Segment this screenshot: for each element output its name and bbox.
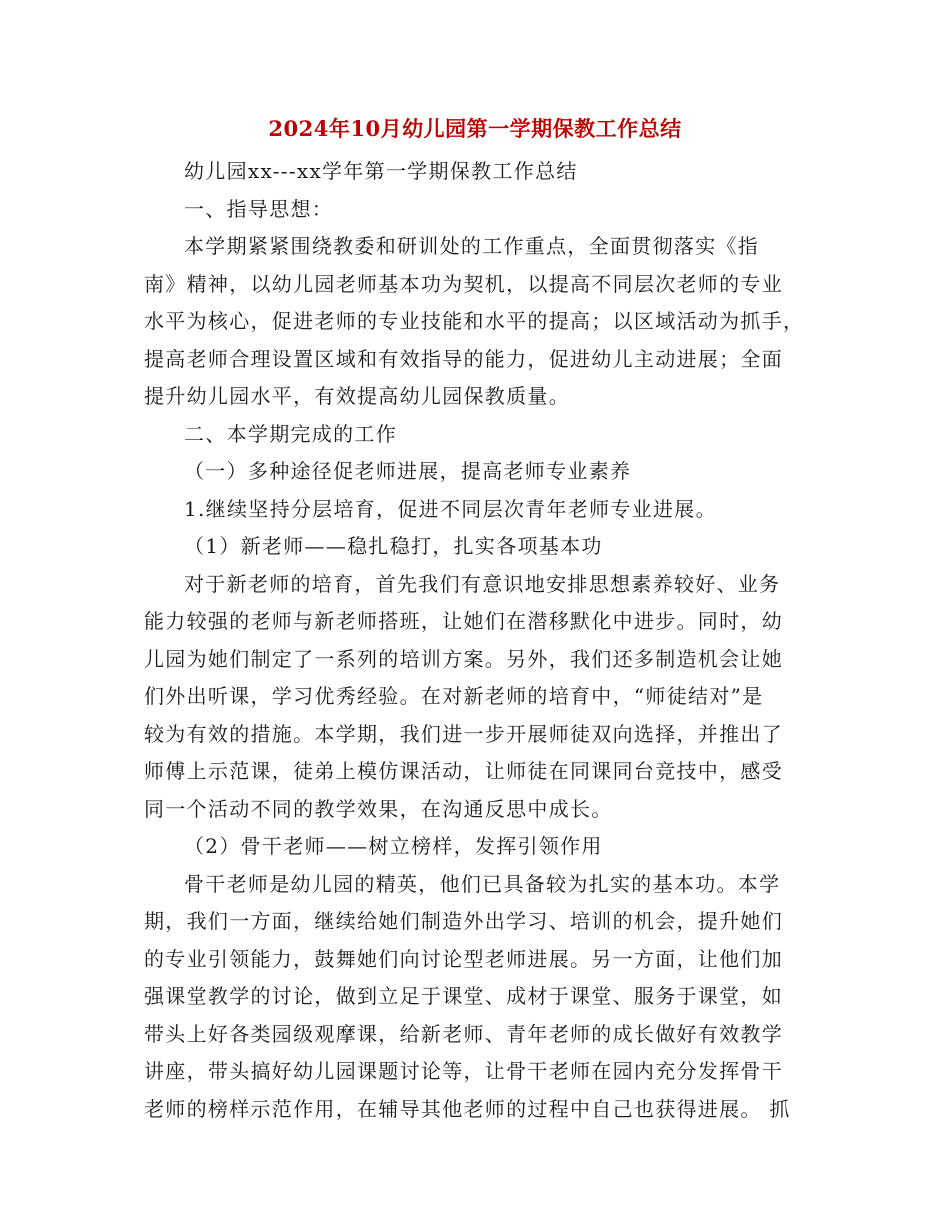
document-body: [144, 153, 804, 1128]
text-line: 提高老师合理设置区域和有效指导的能力，促进幼儿主动进展；全面: [144, 346, 783, 371]
text-line: 同一个活动不同的教学效果，在沟通反思中成长。: [144, 796, 613, 821]
text-line: 二、本学期完成的工作: [184, 421, 397, 446]
text-line: 讲座，带头搞好幼儿园课题讨论等，让骨干老师在园内充分发挥骨干: [144, 1059, 783, 1083]
text-line: （1）新老师——稳扎稳打，扎实各项基本功: [184, 534, 603, 558]
text-line: 提升幼儿园水平，有效提高幼儿园保教质量。: [144, 384, 570, 408]
text-line: 水平为核心，促进老师的专业技能和水平的提高；以区域活动为抓手，: [144, 309, 805, 333]
text-line: 骨干老师是幼儿园的精英，他们已具备较为扎实的基本功。本学: [184, 871, 781, 896]
text-line: 幼儿园xx---xx学年第一学期保教工作总结: [184, 159, 578, 183]
text-line: 1.继续坚持分层培育，促进不同层次青年老师专业进展。: [184, 496, 717, 521]
text-line: 本学期紧紧围绕教委和研训处的工作重点，全面贯彻落实《指: [184, 234, 760, 258]
text-line: 强课堂教学的讨论，做到立足于课堂、成材于课堂、服务于课堂，如: [144, 984, 783, 1008]
text-line: 较为有效的措施。本学期，我们进一步开展师徒双向选择，并推出了: [144, 721, 783, 746]
document-title: 2024年10月幼儿园第一学期保教工作总结: [268, 116, 682, 141]
text-line: 能力较强的老师与新老师搭班，让她们在潜移默化中进步。同时，幼: [144, 609, 783, 633]
text-line: 师傅上示范课，徒弟上模仿课活动，让师徒在同课同台竞技中，感受: [144, 759, 783, 783]
text-line: 的专业引领能力，鼓舞她们向讨论型老师进展。另一方面，让他们加: [144, 946, 783, 971]
text-line: 期，我们一方面，继续给她们制造外出学习、培训的机会，提升她们: [144, 909, 783, 933]
text-line: 南》精神，以幼儿园老师基本功为契机，以提高不同层次老师的专业: [144, 271, 783, 296]
text-line: 老师的榜样示范作用，在辅导其他老师的过程中自己也获得进展。 抓: [144, 1096, 791, 1121]
text-line: 们外出听课，学习优秀经验。在对新老师的培育中，“师徒结对”是: [144, 684, 764, 708]
text-line: （2）骨干老师——树立榜样，发挥引领作用: [184, 834, 603, 858]
text-line: 一、指导思想：: [184, 196, 334, 221]
text-line: 带头上好各类园级观摩课，给新老师、青年老师的成长做好有效教学: [144, 1021, 783, 1046]
text-line: 对于新老师的培育，首先我们有意识地安排思想素养较好、业务: [184, 571, 781, 596]
text-line: 儿园为她们制定了一系列的培训方案。另外，我们还多制造机会让她: [144, 646, 783, 671]
text-line: （一）多种途径促老师进展，提高老师专业素养: [184, 459, 632, 483]
